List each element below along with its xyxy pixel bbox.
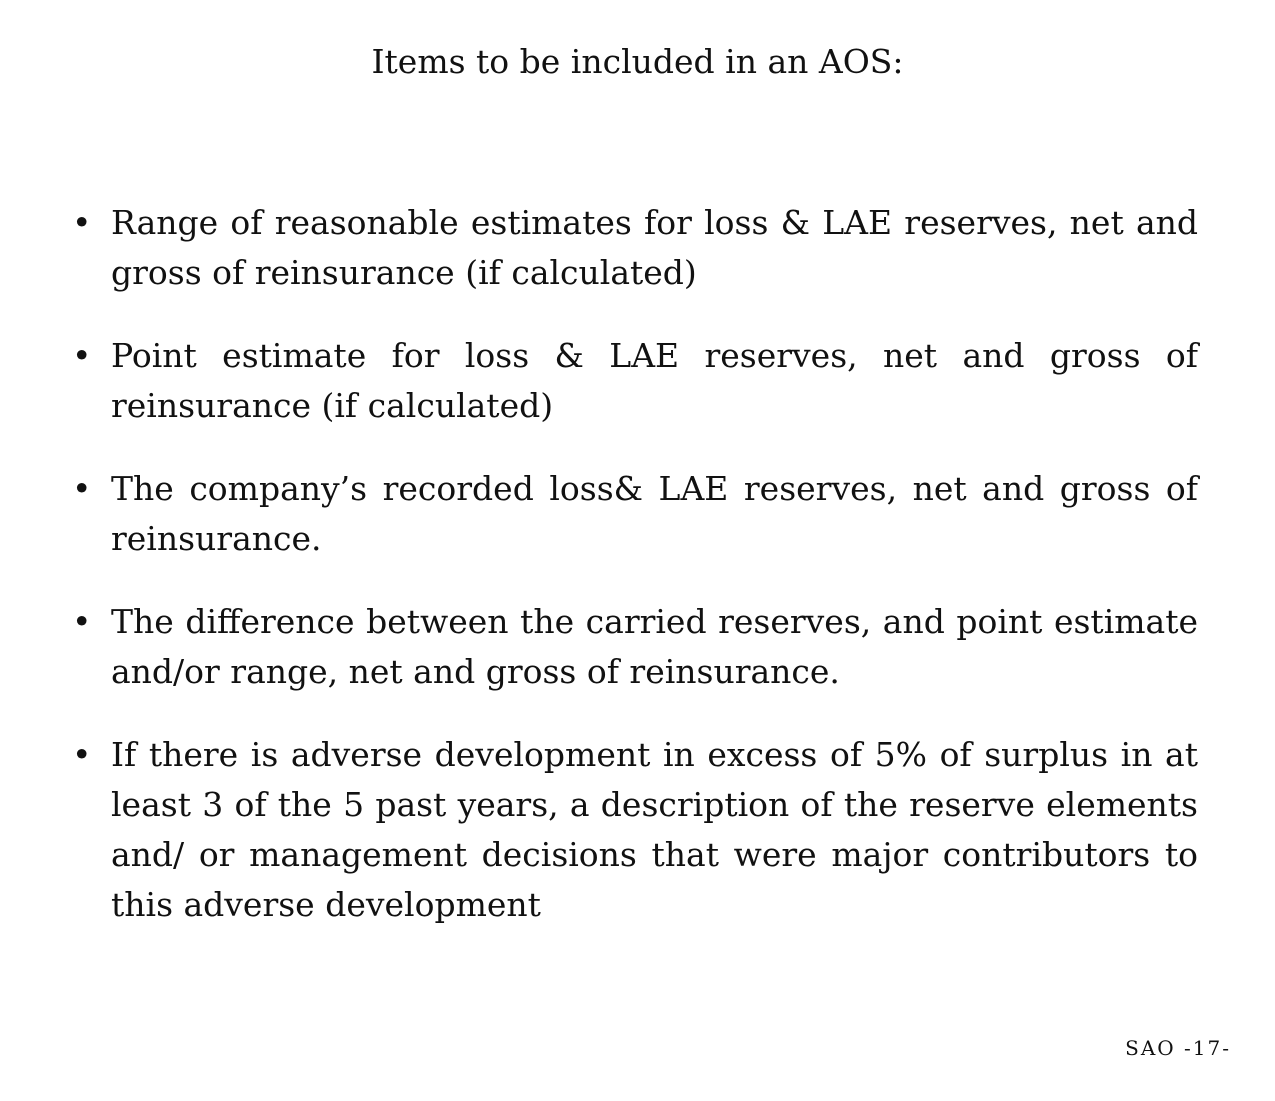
list-item-text: Point estimate for loss & LAE reserves, net and gross of reinsurance (if calculated) xyxy=(111,336,1198,425)
list-item xyxy=(72,331,1198,431)
list-item-text: Range of reasonable estimates for loss & LAE reserves, net and gross of reinsurance (if calculated) xyxy=(111,203,1198,292)
page-footer-label: SAO -17- xyxy=(1125,1036,1231,1060)
list-item-text: If there is adverse development in excess of 5% of surplus in at least 3 of the 5 past years, a description of the reserve elements and/ or management decisions that were major contributors to this adverse development xyxy=(111,735,1198,924)
bullet-icon: • xyxy=(72,602,92,641)
bullet-icon: • xyxy=(72,336,92,375)
list-item xyxy=(72,464,1198,564)
bullet-icon: • xyxy=(72,735,92,774)
bullet-icon: • xyxy=(72,203,92,242)
page-title: Items to be included in an AOS: xyxy=(371,42,904,81)
list-item xyxy=(72,198,1198,298)
bullet-list xyxy=(72,198,1198,963)
list-item-text: The company’s recorded loss& LAE reserves, net and gross of reinsurance. xyxy=(111,469,1198,558)
bullet-icon: • xyxy=(72,469,92,508)
list-item-text: The difference between the carried reserves, and point estimate and/or range, net and gross of reinsurance. xyxy=(111,602,1198,691)
list-item xyxy=(72,597,1198,697)
list-item xyxy=(72,730,1198,930)
